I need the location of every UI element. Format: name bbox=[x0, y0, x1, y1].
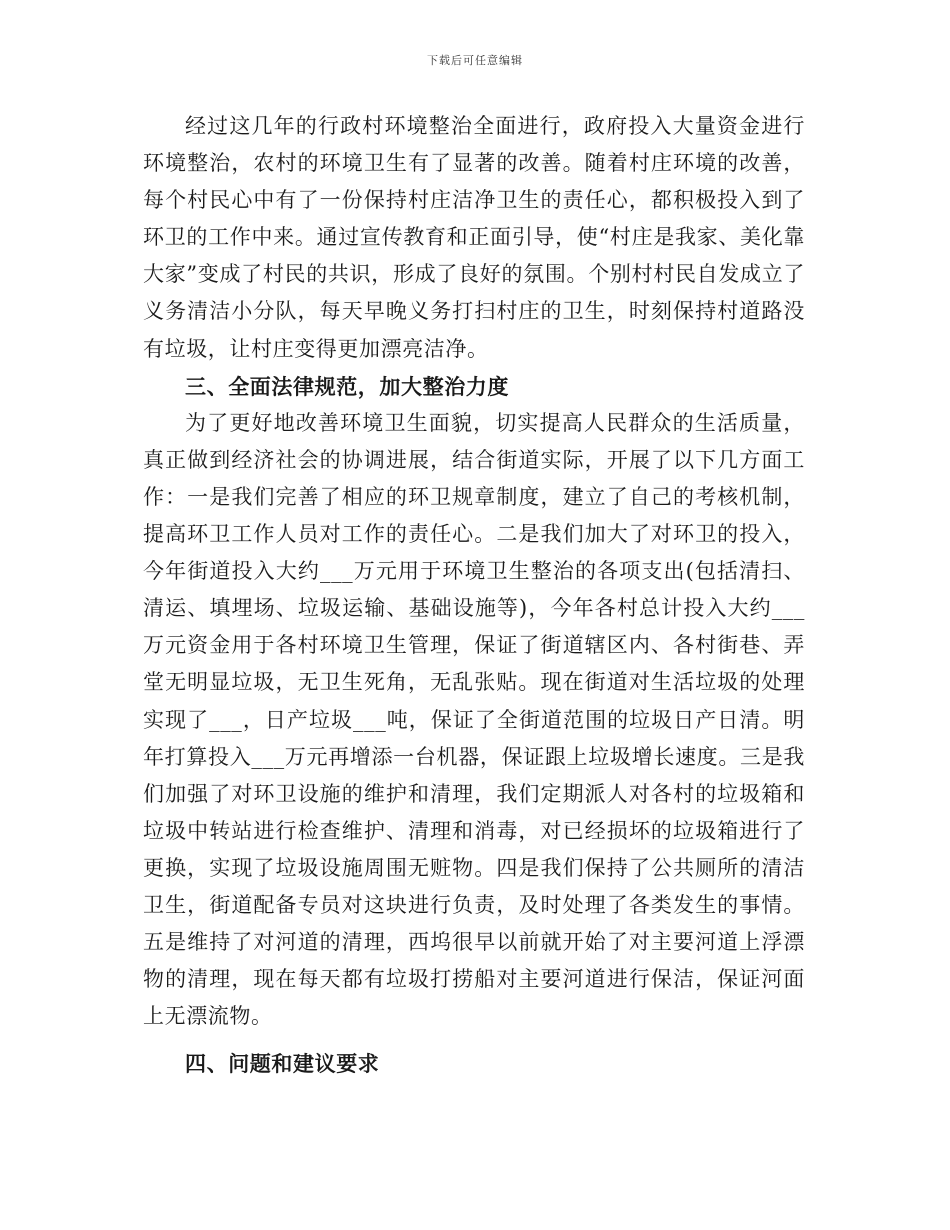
paragraph-legal-regulation: 为了更好地改善环境卫生面貌，切实提高人民群众的生活质量，真正做到经济社会的协调进展，结合街道实际，开展了以下几方面工作：一是我们完善了相应的环卫规章制度，建立了自己的考核机制，提高环卫工作人员对工作的责任心。二是我们加大了对环卫的投入，今年街道投入大约___万元用于环境卫生整治的各项支出(包括清扫、清运、填埋场、垃圾运输、基础设施等)，今年各村总计投入大约___万元资金用于各村环境卫生管理，保证了街道辖区内、各村街巷、弄堂无明显垃圾，无卫生死角，无乱张贴。现在街道对生活垃圾的处理实现了___，日产垃圾___吨，保证了全街道范围的垃圾日产日清。明年打算投入___万元再增添一台机器，保证跟上垃圾增长速度。三是我们加强了对环卫设施的维护和清理，我们定期派人对各村的垃圾箱和垃圾中转站进行检查维护、清理和消毒，对已经损坏的垃圾箱进行了更换，实现了垃圾设施周围无赃物。四是我们保持了公共厕所的清洁卫生，街道配备专员对这块进行负责，及时处理了各类发生的事情。五是维持了对河道的清理，西坞很早以前就开始了对主要河道上浮漂物的清理，现在每天都有垃圾打捞船对主要河道进行保洁，保证河面上无漂流物。 bbox=[143, 410, 805, 1029]
page-header: 下载后可任意编辑 bbox=[427, 54, 523, 67]
section-heading-4: 四、问题和建议要求 bbox=[185, 1051, 380, 1077]
document-body bbox=[143, 108, 805, 1082]
paragraph-village-environment: 经过这几年的行政村环境整治全面进行，政府投入大量资金进行环境整治，农村的环境卫生有了显著的改善。随着村庄环境的改善，每个村民心中有了一份保持村庄洁净卫生的责任心，都积极投入到了环卫的工作中来。通过宣传教育和正面引导，使“村庄是我家、美化靠大家”变成了村民的共识，形成了良好的氛围。个别村村民自发成立了义务清洁小分队，每天早晚义务打扫村庄的卫生，时刻保持村道路没有垃圾，让村庄变得更加漂亮洁净。 bbox=[143, 114, 805, 361]
section-heading-3: 三、全面法律规范，加大整治力度 bbox=[185, 373, 509, 399]
